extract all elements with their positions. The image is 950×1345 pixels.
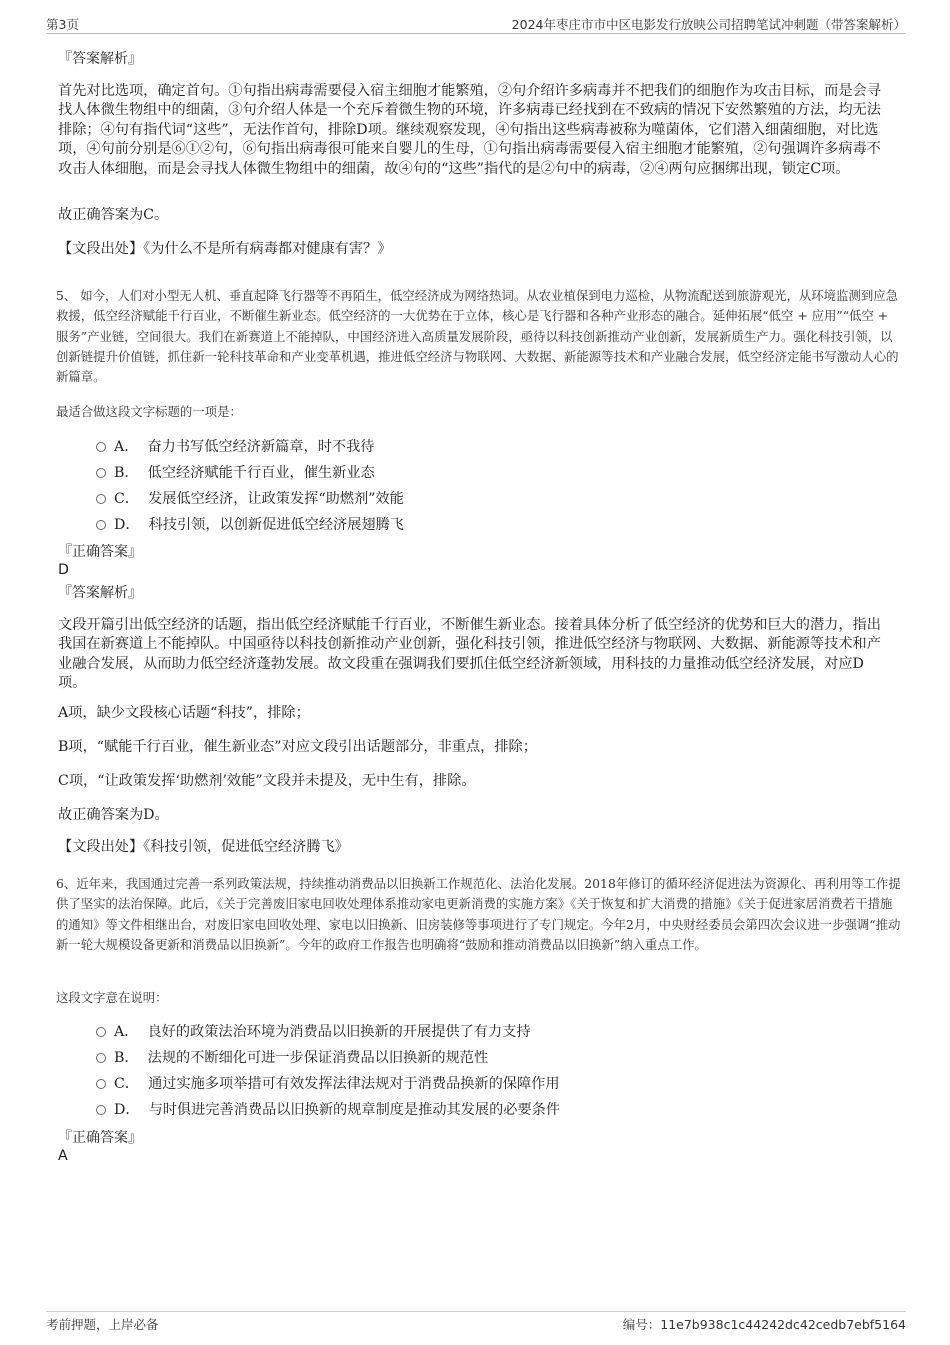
option-text: 科技引领，以创新促进低空经济展翅腾飞 [148,517,404,533]
radio-button[interactable] [96,1105,106,1115]
option-a[interactable] [96,437,374,457]
option-letter: B． [114,465,139,481]
analysis-label: 『答案解析』 [58,585,142,601]
radio-button[interactable] [96,1053,106,1063]
question-5-prompt: 最适合做这段文字标题的一项是： [56,404,242,419]
page-header [46,14,906,34]
option-d[interactable] [96,1100,560,1120]
document-title: 2024年枣庄市市中区电影发行放映公司招聘笔试冲刺题（带答案解析） [511,17,906,32]
option-text: 通过实施多项举措可有效发挥法律法规对于消费品换新的保障作用 [148,1076,560,1092]
radio-button[interactable] [96,494,106,504]
footer-slogan: 考前押题，上岸必备 [46,1317,159,1332]
option-text: 奋力书写低空经济新篇章，时不我待 [147,439,375,455]
analysis-note-a: A项，缺少文段核心话题“科技”，排除； [58,705,310,721]
radio-button[interactable] [96,468,106,478]
source-citation: 【文段出处】《科技引领，促进低空经济腾飞》 [58,839,349,855]
option-b[interactable] [96,463,375,483]
option-a[interactable] [96,1022,531,1042]
answer-conclusion: 故正确答案为C。 [58,207,169,223]
document-code: 编号：11e7b938c1c44242dc42cedb7ebf5164 [622,1317,906,1332]
question-6-stem: 6、近年来，我国通过完善一系列政策法规，持续推动消费品以旧换新工作规范化、法治化发展。2018年修订的循环经济促进法为资源化、再利用等工作提供了坚实的法治保障。此后，《关于完善废旧家电回收处理体系推动家电更新消费的实施方案》《关于恢复和扩大消费的措施》《关于促进家居消费若干措施的通知》等文件相继出台，对废旧家电回收处理、家电以旧换新、旧房装修等事项进行了专门规定。今年2月，中央财经委员会第四次会议进一步强调“推动新一轮大规模设备更新和消费品以旧换新”。今年的政府工作报告也明确将“鼓励和推动消费品以旧换新”纳入重点工作。 [56,876,901,952]
option-text: 低空经济赋能千行百业，催生新业态 [147,465,375,481]
option-d[interactable] [96,515,404,535]
option-text: 法规的不断细化可进一步保证消费品以旧换新的规范性 [147,1050,489,1066]
option-c[interactable] [96,1074,560,1094]
radio-button[interactable] [96,1079,106,1089]
correct-answer: A [58,1148,68,1164]
option-letter: A． [114,439,139,455]
radio-button[interactable] [96,442,106,452]
option-text: 良好的政策法治环境为消费品以旧换新的开展提供了有力支持 [147,1024,531,1040]
option-text: 发展低空经济，让政策发挥“助燃剂”效能 [148,491,404,507]
option-c[interactable] [96,489,404,509]
question-6-prompt: 这段文字意在说明： [56,990,168,1005]
page-footer [46,1311,906,1332]
source-citation: 【文段出处】《为什么不是所有病毒都对健康有害？》 [58,241,392,257]
correct-answer-label: 『正确答案』 [58,544,142,560]
page-number: 第3页 [46,17,79,32]
option-letter: D． [114,517,140,533]
correct-answer: D [58,562,69,578]
option-letter: C． [114,1076,140,1092]
analysis-note-c: C项，“让政策发挥‘助燃剂’效能”文段并未提及，无中生有，排除。 [58,773,476,789]
answer-conclusion: 故正确答案为D。 [58,807,169,823]
analysis-label: 『答案解析』 [58,51,142,67]
correct-answer-label: 『正确答案』 [58,1130,142,1146]
question-5-stem: 5、 如今，人们对小型无人机、垂直起降飞行器等不再陌生，低空经济成为网络热词。从农业植保到电力巡检，从物流配送到旅游观光，从环境监测到应急救援，低空经济赋能千行百业，不断催生新业态。低空经济的一大优势在于立体，核心是飞行器和各种产业形态的融合。延伸拓展“低空 + 应用”“低空 + 服务”产业链，空间很大。我们在新赛道上不能掉队，中国经济进入高质量发展阶段，亟待以科技创新推动产业创新，发展新质生产力。强化科技引领，以创新链提升价值链，抓住新一轮科技革命和产业变革机遇，推进低空经济与物联网、大数据、新能源等技术和产业融合发展，低空经济定能书写激动人心的新篇章。 [56,288,899,385]
radio-button[interactable] [96,1027,106,1037]
radio-button[interactable] [96,520,106,530]
analysis-note-b: B项，“赋能千行百业，催生新业态”对应文段引出话题部分，非重点，排除； [58,739,537,755]
option-letter: D． [114,1102,140,1118]
option-letter: A． [114,1024,139,1040]
analysis-text: 首先对比选项，确定首句。①句指出病毒需要侵入宿主细胞才能繁殖，②句介绍许多病毒并不把我们的细胞作为攻击目标，而是会寻找人体微生物组中的细菌，③句介绍人体是一个充斥着微生物的环境，许多病毒已经找到在不致病的情况下安然繁殖的方法，均无法排除；④句有指代词“这些”，无法作首句，排除D项。继续观察发现，④句指出这些病毒被称为噬菌体，它们潜入细菌细胞，对比选项，④句前分别是⑥①②句，⑥句指出病毒很可能来自婴儿的生母，①句指出病毒需要侵入宿主细胞才能繁殖，②句强调许多病毒不攻击人体细胞，而是会寻找人体微生物组中的细菌，故④句的“这些”指代的是②句中的病毒，②④两句应捆绑出现，锁定C项。 [58,83,881,177]
option-letter: B． [114,1050,139,1066]
option-letter: C． [114,491,140,507]
option-b[interactable] [96,1048,488,1068]
option-text: 与时俱进完善消费品以旧换新的规章制度是推动其发展的必要条件 [148,1102,561,1118]
analysis-text: 文段开篇引出低空经济的话题，指出低空经济赋能千行百业，不断催生新业态。接着具体分析了低空经济的优势和巨大的潜力，指出我国在新赛道上不能掉队。中国亟待以科技创新推动产业创新，强化科技引领，推进低空经济与物联网、大数据、新能源等技术和产业融合发展，从而助力低空经济蓬勃发展。故文段重在强调我们要抓住低空经济新领域，用科技的力量推动低空经济发展，对应D项。 [58,617,881,692]
